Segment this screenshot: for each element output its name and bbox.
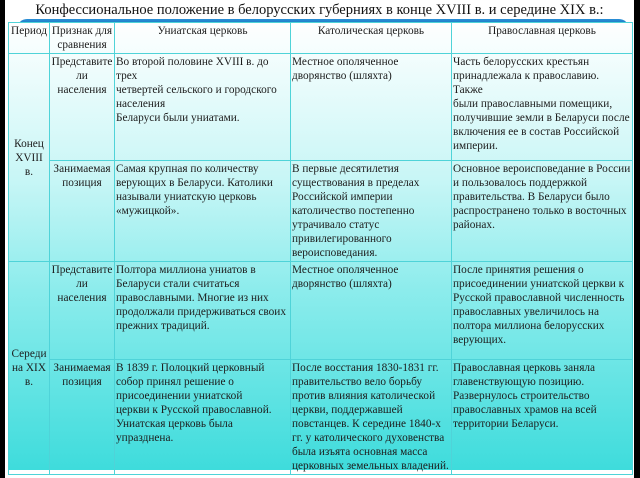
header-uniate: Униатская церковь [115,23,291,54]
period-cell: Конец XVIII в. [9,54,50,262]
catholic-cell: Местное ополяченное дворянство (шляхта) [291,262,452,360]
orthodox-cell: Основное вероисповедание в России и пользовалось поддержкой правительства. В Беларуси было распространено только в восточных районах. [452,161,633,262]
header-feature: Признак для сравнения [50,23,115,54]
slide [5,0,634,478]
orthodox-cell: Православная церковь заняла главенствующую позицию. Развернулось строительство православных храмов на всей территории Беларуси. [452,360,633,475]
feature-cell: Представите ли населения [50,262,115,360]
table-row [9,54,633,161]
period-cell: Середи на XIX в. [9,262,50,475]
comparison-table [8,22,632,470]
slide-title: Конфессиональное положение в белорусских губерниях в конце XVIII в. и середине XIX в.: [35,2,604,18]
header-row [9,23,633,54]
catholic-cell: Местное ополяченное дворянство (шляхта) [291,54,452,161]
table-row [9,161,633,262]
orthodox-cell: После принятия решения о присоединении униатской церкви к Русской православной численность православных увеличилось на полтора миллиона белорусских верующих. [452,262,633,360]
uniate-cell: Во второй половине XVIII в. до трех четвертей сельского и городского населения Беларуси были униатами. [115,54,291,161]
orthodox-cell: Часть белорусских крестьян принадлежала к православию. Также были православными помещики, получившие земли в Беларуси после включения ее в состав Российской империи. [452,54,633,161]
catholic-cell: В первые десятилетия существования в пределах Российской империи католичество постепенно утрачивало статус привилегированного вероисповедания. [291,161,452,262]
catholic-cell: После восстания 1830-1831 гг. правительство вело борьбу против влияния католической церкви, поддержавшей повстанцев. К середине 1840-х гг. у католического духовенства была изъята основная масса церковных земельных владений. [291,360,452,475]
header-period: Период [9,23,50,54]
header-catholic: Католическая церковь [291,23,452,54]
uniate-cell: В 1839 г. Полоцкий церковный собор принял решение о присоединении униатской церкви к Русской православной. Униатская церковь была упразднена. [115,360,291,475]
table-row [9,262,633,360]
feature-cell: Занимаемая позиция [50,360,115,475]
feature-cell: Представите ли населения [50,54,115,161]
feature-cell: Занимаемая позиция [50,161,115,262]
header-orthodox: Православная церковь [452,23,633,54]
uniate-cell: Самая крупная по количеству верующих в Беларуси. Католики называли униатскую церковь «мужицкой». [115,161,291,262]
table-row [9,360,633,475]
uniate-cell: Полтора миллиона униатов в Беларуси стали считаться православными. Многие из них продолжали придерживаться своих прежних традиций. [115,262,291,360]
